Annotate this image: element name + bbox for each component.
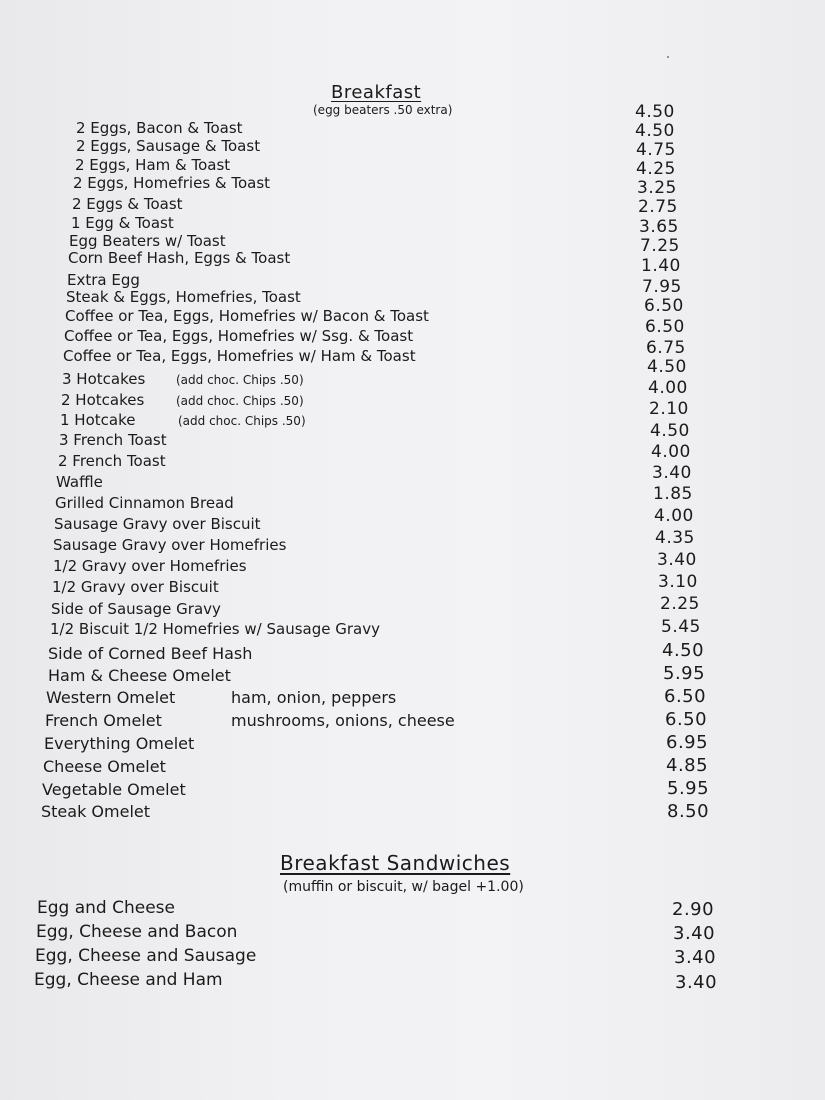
breakfast-item-name: 2 Hotcakes (61, 391, 145, 409)
breakfast-price: 7.25 (640, 236, 680, 256)
breakfast-price: 4.00 (648, 378, 688, 398)
breakfast-price: 3.40 (657, 550, 697, 570)
breakfast-item-name: Side of Sausage Gravy (51, 600, 221, 618)
breakfast-price: 8.50 (667, 801, 710, 822)
breakfast-item-name: Corn Beef Hash, Eggs & Toast (68, 249, 291, 267)
breakfast-price: 3.10 (658, 572, 698, 592)
breakfast-item-name: 1 Egg & Toast (71, 214, 174, 232)
paper-speck (667, 56, 669, 58)
breakfast-item-name: 1/2 Biscuit 1/2 Homefries w/ Sausage Gravy (50, 620, 380, 638)
breakfast-item-name: Coffee or Tea, Eggs, Homefries w/ Ham & Toast (63, 347, 416, 365)
breakfast-price: 4.50 (635, 121, 675, 141)
breakfast-item-note: (add choc. Chips .50) (176, 373, 304, 387)
breakfast-price: 4.00 (654, 506, 694, 526)
breakfast-price: 2.25 (660, 594, 700, 614)
breakfast-item-name: 2 Eggs, Sausage & Toast (76, 137, 261, 155)
breakfast-item-name: Egg Beaters w/ Toast (69, 232, 226, 250)
breakfast-price: 6.50 (645, 317, 685, 337)
breakfast-price: 5.45 (661, 617, 701, 637)
breakfast-price: 4.25 (636, 159, 676, 179)
breakfast-item-name: Grilled Cinnamon Bread (55, 494, 234, 512)
breakfast-title: Breakfast (331, 82, 422, 103)
breakfast-price: 6.50 (665, 709, 708, 730)
breakfast-item-name: Waffle (56, 473, 103, 491)
breakfast-item-name: Extra Egg (67, 271, 140, 289)
breakfast-item-name: 3 Hotcakes (62, 370, 146, 388)
breakfast-item-name: 1/2 Gravy over Biscuit (52, 578, 219, 596)
breakfast-price: 4.50 (650, 421, 690, 441)
breakfast-price: 4.75 (636, 140, 676, 160)
sandwich-item-price: 3.40 (675, 972, 718, 993)
sandwich-item-name: Egg, Cheese and Sausage (35, 946, 257, 966)
breakfast-item-name: Western Omelet (46, 688, 176, 707)
breakfast-price: 6.75 (646, 338, 686, 358)
sandwich-item-price: 3.40 (674, 947, 717, 968)
sandwich-item-price: 2.90 (672, 899, 715, 920)
sandwich-item-name: Egg and Cheese (37, 898, 175, 918)
breakfast-item-name: 2 Eggs & Toast (72, 195, 183, 213)
sandwiches-subtitle: (muffin or biscuit, w/ bagel +1.00) (283, 879, 524, 895)
breakfast-item-name: 2 Eggs, Bacon & Toast (76, 119, 243, 137)
breakfast-price: 4.50 (647, 357, 687, 377)
breakfast-item-name: Everything Omelet (44, 734, 195, 753)
breakfast-price: 6.95 (666, 732, 709, 753)
breakfast-item-name: 1 Hotcake (60, 411, 136, 429)
breakfast-item-name: Ham & Cheese Omelet (48, 666, 231, 685)
breakfast-item-name: French Omelet (45, 711, 162, 730)
breakfast-price: 4.50 (662, 640, 705, 661)
breakfast-item-note: (add choc. Chips .50) (178, 414, 306, 428)
breakfast-price: 4.00 (651, 442, 691, 462)
breakfast-item-name: Steak & Eggs, Homefries, Toast (66, 288, 301, 306)
breakfast-item-name: 2 Eggs, Ham & Toast (75, 156, 231, 174)
breakfast-item-name: Cheese Omelet (43, 757, 166, 776)
breakfast-item-note: (add choc. Chips .50) (176, 394, 304, 408)
breakfast-price: 3.65 (639, 217, 679, 237)
sandwich-item-name: Egg, Cheese and Ham (34, 970, 223, 990)
breakfast-price: 1.85 (653, 484, 693, 504)
breakfast-price: 2.10 (649, 399, 689, 419)
breakfast-price: 5.95 (663, 663, 706, 684)
breakfast-price: 3.40 (652, 463, 692, 483)
breakfast-price: 2.75 (638, 197, 678, 217)
breakfast-subtitle: (egg beaters .50 extra) (313, 103, 453, 117)
breakfast-price: 1.40 (641, 256, 681, 276)
breakfast-price: 6.50 (664, 686, 707, 707)
breakfast-price: 5.95 (667, 778, 710, 799)
breakfast-item-name: Sausage Gravy over Biscuit (54, 515, 261, 533)
breakfast-item-name: 3 French Toast (59, 431, 167, 449)
breakfast-item-name: 1/2 Gravy over Homefries (53, 557, 247, 575)
breakfast-item-name: Coffee or Tea, Eggs, Homefries w/ Ssg. & Toast (64, 327, 414, 345)
breakfast-item-description: ham, onion, peppers (231, 688, 397, 707)
sandwich-item-name: Egg, Cheese and Bacon (36, 922, 238, 942)
breakfast-item-description: mushrooms, onions, cheese (231, 711, 455, 730)
sandwich-item-price: 3.40 (673, 923, 716, 944)
sandwiches-title: Breakfast Sandwiches (280, 851, 511, 875)
breakfast-item-name: Sausage Gravy over Homefries (53, 536, 287, 554)
breakfast-item-name: 2 French Toast (58, 452, 166, 470)
breakfast-item-name: Steak Omelet (41, 802, 151, 821)
breakfast-price: 3.25 (637, 178, 677, 198)
breakfast-price: 4.50 (635, 102, 675, 122)
breakfast-item-name: Side of Corned Beef Hash (48, 644, 253, 663)
breakfast-item-name: Vegetable Omelet (42, 780, 186, 799)
breakfast-price: 4.85 (666, 755, 709, 776)
breakfast-price: 6.50 (644, 296, 684, 316)
breakfast-item-name: Coffee or Tea, Eggs, Homefries w/ Bacon & Toast (65, 307, 429, 325)
breakfast-price: 4.35 (655, 528, 695, 548)
breakfast-item-name: 2 Eggs, Homefries & Toast (73, 174, 271, 192)
breakfast-price: 7.95 (642, 277, 682, 297)
